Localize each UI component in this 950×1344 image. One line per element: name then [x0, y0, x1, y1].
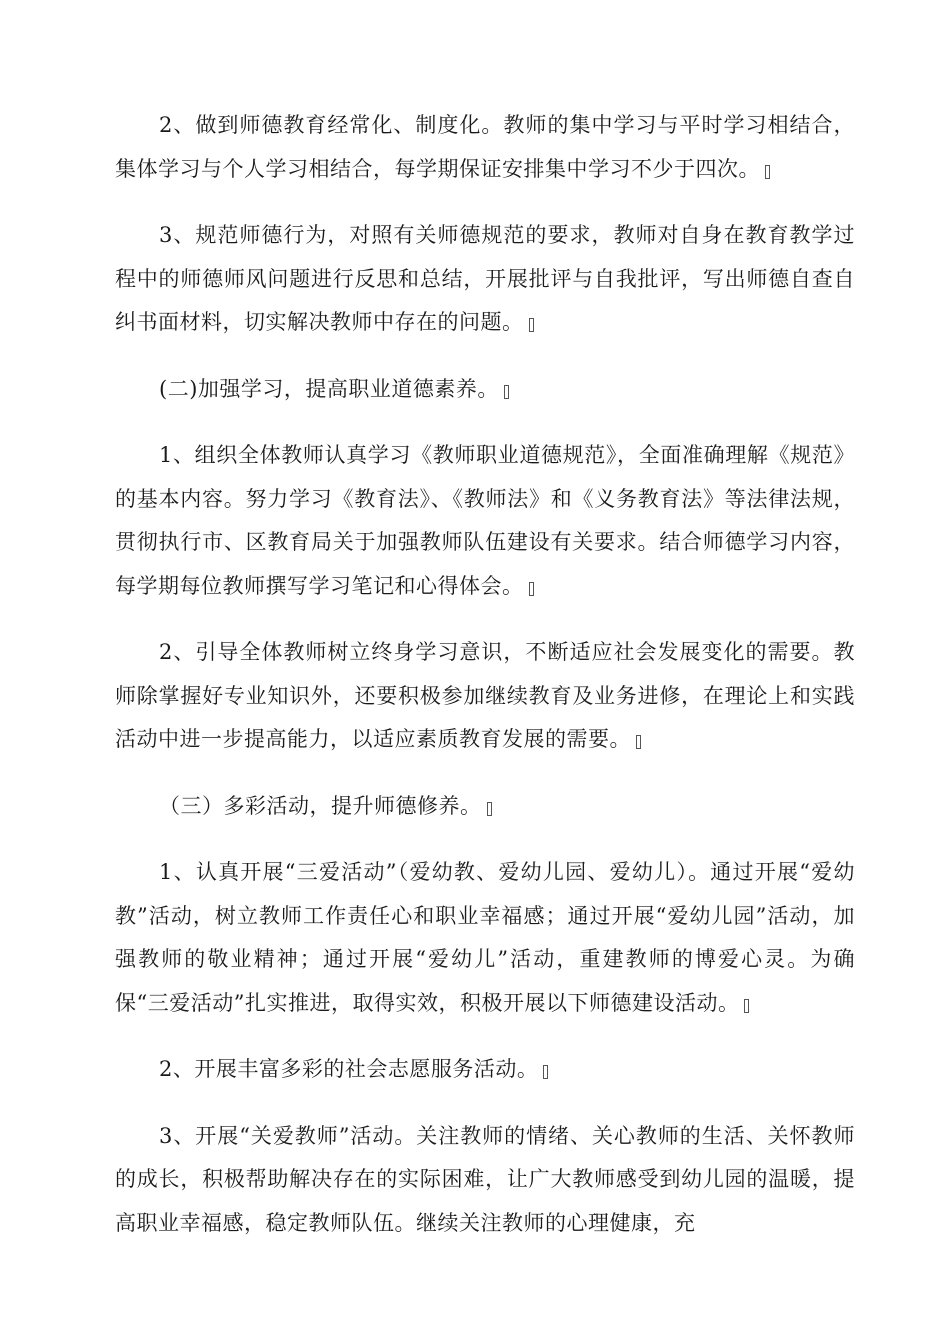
section-heading-3 — [115, 785, 855, 829]
paragraph-2-regular-learning — [115, 104, 855, 191]
paragraph-2-volunteer — [115, 1048, 855, 1092]
paragraph-3-standardize-conduct — [115, 214, 855, 345]
paragraph-text: 2、做到师德教育经常化、制度化。教师的集中学习与平时学习相结合，集体学习与个人学习相结合，每学期保证安排集中学习不少于四次。 — [115, 113, 855, 181]
paragraph-text: 3、开展“关爱教师”活动。关注教师的情绪、关心教师的生活、关怀教师的成长，积极帮助解决存在的实际困难，让广大教师感受到幼儿园的温暖，提高职业幸福感，稳定教师队伍。继续关注教师的心理健康，充 — [115, 1123, 855, 1235]
paragraph-text: 1、组织全体教师认真学习《教师职业道德规范》，全面准确理解《规范》的基本内容。努力学习《教育法》、《教师法》和《义务教育法》等法律法规，贯彻执行市、区教育局关于加强教师队伍建设有关要求。结合师德学习内容，每学期每位教师撰写学习笔记和心得体会。 — [115, 443, 855, 598]
section-heading-2 — [115, 368, 855, 412]
paragraph-mark-icon — [636, 735, 641, 749]
paragraph-mark-icon — [487, 802, 492, 816]
paragraph-mark-icon — [504, 385, 509, 399]
paragraph-1-study-norms — [115, 434, 855, 608]
paragraph-2-lifelong-learning — [115, 631, 855, 762]
document-body — [115, 104, 855, 1268]
paragraph-mark-icon — [765, 165, 770, 179]
paragraph-mark-icon — [543, 1065, 548, 1079]
paragraph-mark-icon — [744, 999, 749, 1013]
paragraph-text: 1、认真开展“三爱活动”（爱幼教、爱幼儿园、爱幼儿）。通过开展“爱幼教”活动，树立教师工作责任心和职业幸福感；通过开展“爱幼儿园”活动，加强教师的敬业精神；通过开展“爱幼儿”活动，重建教师的博爱心灵。为确保“三爱活动”扎实推进，取得实效，积极开展以下师德建设活动。 — [115, 860, 855, 1015]
paragraph-3-care-teachers — [115, 1115, 855, 1246]
section-heading-text: (二)加强学习，提高职业道德素养。 — [159, 376, 499, 401]
paragraph-mark-icon — [529, 582, 534, 596]
paragraph-mark-icon — [529, 318, 534, 332]
paragraph-1-three-loves — [115, 851, 855, 1025]
paragraph-text: 2、引导全体教师树立终身学习意识，不断适应社会发展变化的需要。教师除掌握好专业知识外，还要积极参加继续教育及业务进修，在理论上和实践活动中进一步提高能力，以适应素质教育发展的需要。 — [115, 640, 855, 751]
paragraph-text: 3、规范师德行为，对照有关师德规范的要求，教师对自身在教育教学过程中的师德师风问题进行反思和总结，开展批评与自我批评，写出师德自查自纠书面材料，切实解决教师中存在的问题。 — [115, 223, 855, 334]
section-heading-text: （三）多彩活动，提升师德修养。 — [159, 793, 482, 818]
paragraph-text: 2、开展丰富多彩的社会志愿服务活动。 — [159, 1057, 539, 1081]
